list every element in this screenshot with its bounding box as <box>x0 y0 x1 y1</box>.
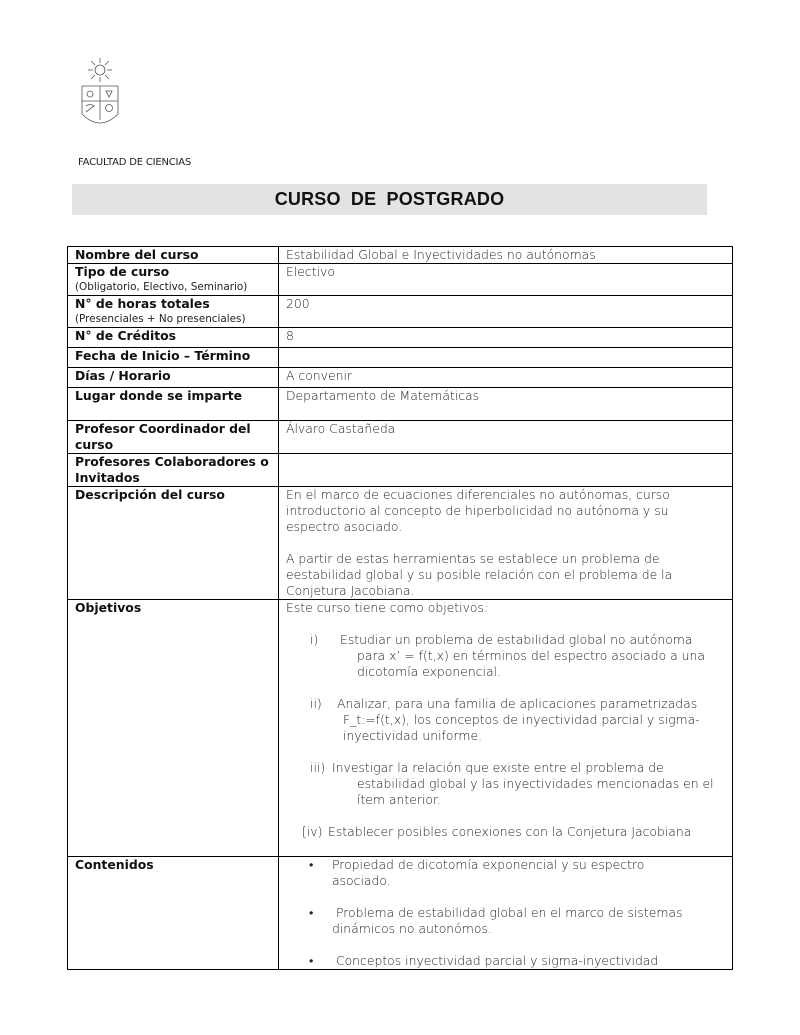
objetivo-line: Establecer posibles conexiones con la Conjetura Jacobiana <box>328 824 692 839</box>
objetivo-line: Investigar la relación que existe entre el problema de <box>332 760 664 775</box>
page-title: CURSO DE POSTGRADO <box>274 189 505 209</box>
objetivo-line: Estudiar un problema de estabilidad global no autónoma <box>340 632 693 647</box>
contenido-line: Problema de estabilidad global en el marco de sistemas <box>332 905 683 920</box>
label-tipo-text: Tipo de curso <box>75 264 170 279</box>
faculty-name: FACULTAD DE CIENCIAS <box>78 157 192 168</box>
objetivo-line: Analizar, para una familia de aplicaciones parametrizadas <box>337 696 698 711</box>
note-horas: (Presenciales + No presenciales) <box>75 313 246 325</box>
label-tipo <box>68 264 279 296</box>
descripcion-line: espectro asociado. <box>286 519 403 534</box>
objetivo-line: F_t:=f(t,x), los conceptos de inyectividad parcial y sigma- <box>343 712 700 727</box>
value-dias: A convenir <box>279 368 733 388</box>
contenido-line: Conceptos inyectividad parcial y sigma-inyectividad <box>332 953 659 968</box>
objetivo-line: inyectividad uniforme. <box>343 728 483 743</box>
label-creditos: N° de Créditos <box>68 328 279 348</box>
value-fecha <box>279 348 733 368</box>
label-horas <box>68 296 279 328</box>
contenido-line: Propiedad de dicotomía exponencial y su espectro <box>332 857 645 872</box>
row-horas <box>68 296 733 328</box>
descripcion-para2 <box>286 551 732 599</box>
value-creditos: 8 <box>279 328 733 348</box>
row-descripcion <box>68 487 733 600</box>
contenido-item <box>286 905 732 937</box>
value-nombre: Estabilidad Global e Inyectividades no autónomas <box>279 247 733 264</box>
label-dias: Días / Horario <box>68 368 279 388</box>
university-seal-icon <box>78 56 126 134</box>
label-nombre: Nombre del curso <box>68 247 279 264</box>
value-horas: 200 <box>279 296 733 328</box>
objetivo-marker: ii) <box>310 696 322 711</box>
row-creditos <box>68 328 733 348</box>
objetivos-intro: Este curso tiene como objetivos: <box>286 600 489 615</box>
objetivo-item-1 <box>286 632 732 680</box>
row-contenidos <box>68 857 733 970</box>
objetivo-line: para x’ = f(t,x) en términos del espectro asociado a una <box>357 648 705 663</box>
bullet-icon: • <box>309 905 314 920</box>
row-lugar <box>68 388 733 421</box>
value-colaboradores <box>279 454 733 487</box>
objetivo-item-2 <box>286 696 732 744</box>
descripcion-line: En el marco de ecuaciones diferenciales no autónomas, curso <box>286 487 670 502</box>
value-lugar: Departamento de Matemáticas <box>279 388 733 421</box>
contenido-item <box>286 953 732 969</box>
value-tipo: Electivo <box>279 264 733 296</box>
label-lugar: Lugar donde se imparte <box>68 388 279 421</box>
label-fecha: Fecha de Inicio – Término <box>68 348 279 368</box>
objetivo-marker: i) <box>310 632 319 647</box>
label-descripcion: Descripción del curso <box>68 487 279 600</box>
contenido-line: asociado. <box>332 873 391 888</box>
label-colaboradores <box>68 454 279 487</box>
contenido-item <box>286 857 732 889</box>
objetivo-line: ítem anterior. <box>357 792 441 807</box>
descripcion-line: eestabilidad global y su posible relación con el problema de la <box>286 567 673 582</box>
row-dias <box>68 368 733 388</box>
value-descripcion <box>279 487 733 600</box>
bullet-icon: • <box>309 857 314 872</box>
label-horas-text: N° de horas totales <box>75 296 210 311</box>
descripcion-line: Conjetura Jacobiana. <box>286 583 415 598</box>
bullet-icon: • <box>309 953 314 968</box>
label-objetivos: Objetivos <box>68 600 279 857</box>
descripcion-line: A partir de estas herramientas se establece un problema de <box>286 551 660 566</box>
row-objetivos <box>68 600 733 857</box>
label-colaboradores-line2: Invitados <box>75 470 140 485</box>
contenido-line: dinámicos no autonómos. <box>332 921 492 936</box>
descripcion-line: introductorio al concepto de hiperbolicidad no autónoma y su <box>286 503 669 518</box>
objetivo-line: estabilidad global y las inyectividades mencionadas en el <box>357 776 714 791</box>
label-colaboradores-line1: Profesores Colaboradores o <box>75 454 269 469</box>
row-colaboradores <box>68 454 733 487</box>
row-tipo <box>68 264 733 296</box>
label-contenidos: Contenidos <box>68 857 279 970</box>
descripcion-para1 <box>286 487 732 535</box>
note-tipo: (Obligatorio, Electivo, Seminario) <box>75 281 248 293</box>
course-table <box>67 246 733 970</box>
row-coordinador <box>68 421 733 454</box>
row-nombre <box>68 247 733 264</box>
row-fecha <box>68 348 733 368</box>
objetivo-marker: iii) <box>310 760 326 775</box>
value-coordinador: Álvaro Castañeda <box>279 421 733 454</box>
title-banner <box>72 184 707 215</box>
value-objetivos <box>279 600 733 857</box>
value-contenidos <box>279 857 733 970</box>
objetivo-marker: [iv) <box>302 824 323 839</box>
objetivo-item-3 <box>286 760 732 808</box>
objetivo-line: dicotomía exponencial. <box>357 664 501 679</box>
label-coordinador: Profesor Coordinador del curso <box>68 421 279 454</box>
objetivo-item-4 <box>286 824 732 840</box>
